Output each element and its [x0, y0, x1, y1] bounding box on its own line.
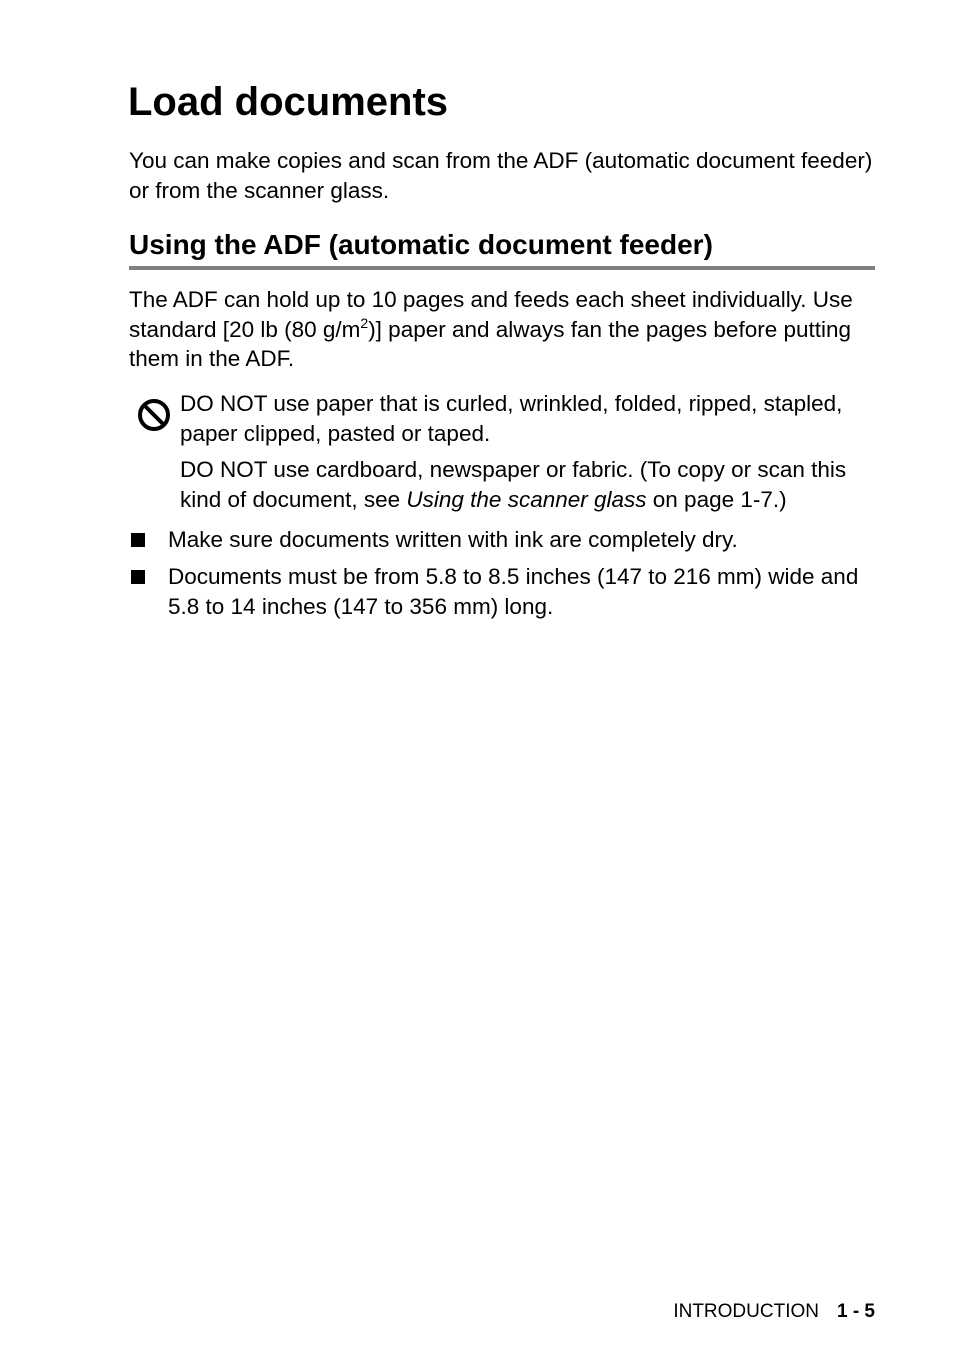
caution-text-2-prefix: DO NOT use cardboard, newspaper or fabric. (To copy or scan this kind of document, see: [180, 457, 847, 512]
prohibited-icon: [137, 398, 171, 432]
square-bullet-icon: [131, 533, 145, 547]
caution-text-1: DO NOT use paper that is curled, wrinkled, folded, ripped, stapled, paper clipped, pasted or taped.: [180, 391, 843, 446]
cross-reference-link[interactable]: Using the scanner glass: [406, 486, 647, 512]
caution-text-2: [180, 455, 890, 514]
section-heading: Using the ADF (automatic document feeder): [129, 226, 875, 270]
caution-text-2-suffix: on page 1-7.): [646, 486, 787, 512]
page-title: Load documents: [128, 80, 449, 124]
adf-paragraph-part2: )] paper and always fan the pages before putting them in the ADF.: [129, 316, 852, 371]
list-item-text: Documents must be from 5.8 to 8.5 inches (147 to 216 mm) wide and 5.8 to 14 inches (147 to 356 mm) long.: [168, 564, 859, 619]
adf-paragraph-part1: The ADF can hold up to 10 pages and feeds each sheet individually. Use standard [20 lb (80 g/m: [129, 287, 853, 342]
page-footer: [673, 1300, 875, 1324]
adf-paragraph: [129, 285, 889, 374]
page-number: 1 - 5: [836, 1301, 875, 1322]
intro-paragraph: You can make copies and scan from the ADF (automatic document feeder) or from the scanner glass.: [129, 148, 873, 203]
square-bullet-icon: [131, 570, 145, 584]
list-item-text: Make sure documents written with ink are completely dry.: [168, 527, 738, 552]
footer-section-name: INTRODUCTION: [673, 1301, 819, 1322]
superscript-2: 2: [360, 314, 369, 331]
